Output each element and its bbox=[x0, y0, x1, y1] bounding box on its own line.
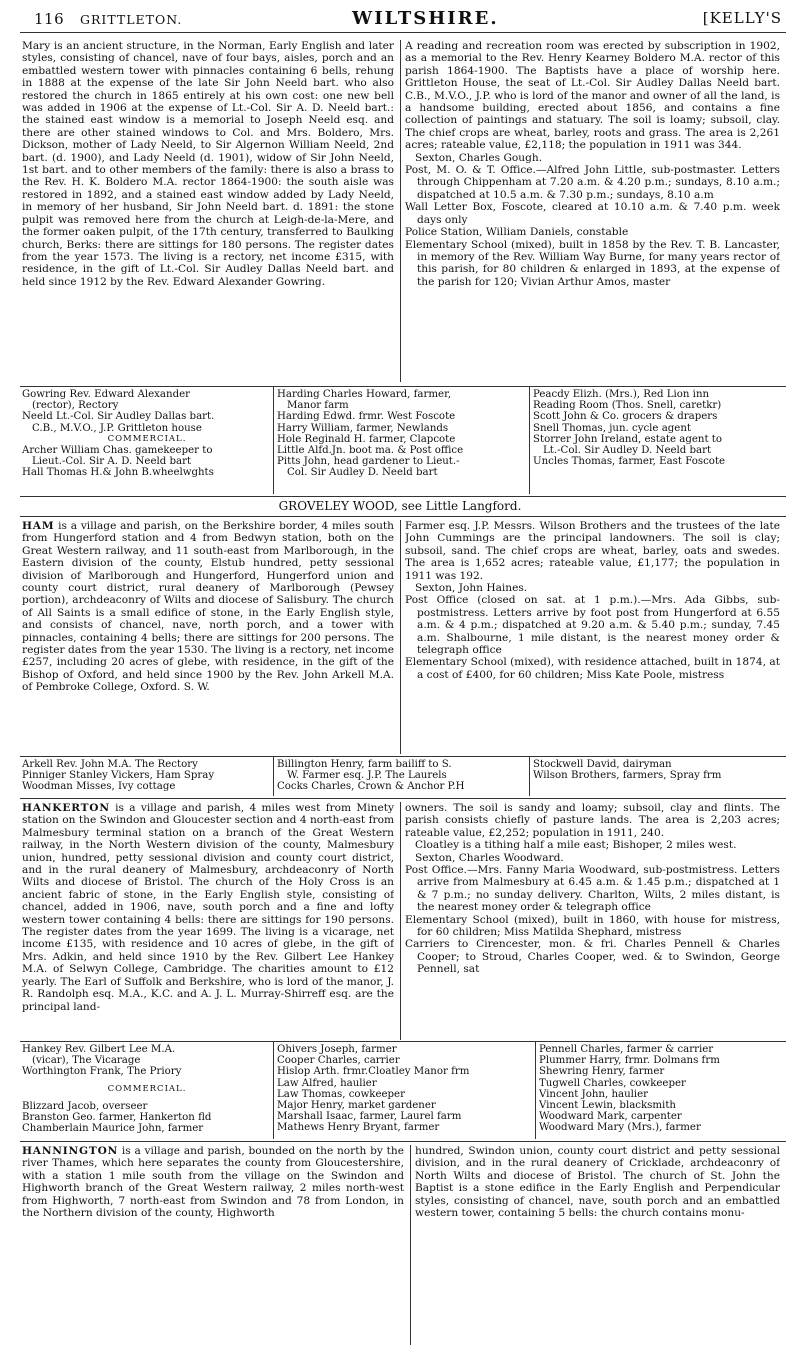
directory-entry: Reading Room (Thos. Snell, caretkr) bbox=[533, 400, 722, 412]
hankerton-lead: HANKERTON bbox=[22, 802, 110, 814]
directory-entry: Little Alfd.Jn. boot ma. & Post office bbox=[277, 445, 464, 457]
column-divider bbox=[400, 520, 401, 754]
directory-entry: Pennell Charles, farmer & carrier bbox=[539, 1044, 714, 1055]
directory-entry: Worthington Frank, The Priory bbox=[22, 1066, 182, 1078]
hankerton-right-column bbox=[405, 802, 780, 1040]
ham-directory-rule bbox=[20, 756, 786, 757]
ham-post-office: Post Office (closed on sat. at 1 p.m.).—Mrs. Ada Gibbs, sub-postmistress. Letters arrive by foot post from Hungerford at 6.55 a.m. & 4 p.m.; dispatched at 9.20 a.m. & 5.40 p.m.; sunday, 7.45 a.m. Shalbourne, 1 mile distant, is the nearest money order & telegraph office bbox=[405, 594, 780, 657]
directory-entry: Neeld Lt.-Col. Sir Audley Dallas bart. bbox=[22, 411, 215, 423]
hankerton-directory-col-1 bbox=[22, 1044, 272, 1134]
grittleton-wall-box: Wall Letter Box, Foscote, cleared at 10.10 a.m. & 7.40 p.m. week days only bbox=[405, 201, 780, 226]
directory-entry: Law Alfred, haulier bbox=[277, 1077, 377, 1089]
directory-entry: Arkell Rev. John M.A. The Rectory bbox=[22, 759, 198, 770]
directory-entry: W. Farmer esq. J.P. The Laurels bbox=[287, 770, 447, 782]
directory-entry: (rector), Rectory bbox=[32, 400, 119, 412]
directory-entry: Marshall Isaac, farmer, Laurel farm bbox=[277, 1111, 462, 1123]
ham-left-column bbox=[22, 520, 394, 752]
page-number: 116 bbox=[34, 10, 65, 28]
ham-directory-col-1 bbox=[22, 759, 272, 793]
hannington-right-column bbox=[415, 1145, 780, 1345]
directory-entry: Hislop Arth. frmr.Cloatley Manor frm bbox=[277, 1066, 470, 1078]
groveley-bottom-rule bbox=[20, 516, 786, 517]
ham-directory-col-2 bbox=[277, 759, 527, 793]
hankerton-sexton: Sexton, Charles Woodward. bbox=[415, 851, 564, 864]
column-divider bbox=[400, 40, 401, 382]
directory-entry: Lieut.-Col. Sir A. D. Neeld bart bbox=[32, 456, 192, 468]
grittleton-sexton: Sexton, Charles Gough. bbox=[415, 151, 543, 164]
directory-entry: Tugwell Charles, cowkeeper bbox=[539, 1077, 686, 1089]
directory-entry: Col. Sir Audley D. Neeld bart bbox=[287, 467, 438, 479]
directory-entry: Hall Thomas H.& John B.wheelwghts bbox=[22, 467, 214, 479]
directory-entry: Lt.-Col. Sir Audley D. Neeld bart bbox=[543, 445, 712, 457]
directory-entry: Cocks Charles, Crown & Anchor P.H bbox=[277, 781, 465, 793]
directory-divider bbox=[529, 386, 530, 494]
ham-right-column bbox=[405, 520, 780, 754]
directory-entry: Vincent Lewin, blacksmith bbox=[539, 1100, 676, 1112]
directory-entry: Snell Thomas, jun. cycle agent bbox=[533, 422, 691, 434]
directory-entry: Cooper Charles, carrier bbox=[277, 1055, 400, 1067]
directory-entry: Pinniger Stanley Vickers, Ham Spray bbox=[22, 770, 215, 782]
directory-entry: Branston Geo. farmer, Hankerton fld bbox=[22, 1112, 212, 1124]
publisher-reference: [KELLY'S bbox=[702, 9, 782, 27]
directory-entry: Chamberlain Maurice John, farmer bbox=[22, 1123, 204, 1135]
directory-entry: Gowring Rev. Edward Alexander bbox=[22, 389, 190, 400]
column-divider bbox=[410, 1145, 411, 1345]
directory-divider bbox=[529, 756, 530, 796]
hannington-lead: HANNINGTON bbox=[22, 1145, 119, 1157]
directory-entry: Peacdy Elizh. (Mrs.), Red Lion inn bbox=[533, 389, 710, 400]
directory-entry: Hankey Rev. Gilbert Lee M.A. bbox=[22, 1044, 176, 1055]
commercial-heading: COMMERCIAL. bbox=[107, 1083, 187, 1094]
directory-entry: Shewring Henry, farmer bbox=[539, 1066, 665, 1078]
running-place: GRITTLETON. bbox=[80, 12, 183, 27]
directory-entry: Vincent John, haulier bbox=[539, 1088, 649, 1100]
directory-entry: Harry William, farmer, Newlands bbox=[277, 422, 449, 434]
grittleton-directory-col-3 bbox=[533, 389, 783, 467]
directory-divider bbox=[273, 756, 274, 796]
grittleton-directory-col-2 bbox=[277, 389, 527, 479]
directory-entry: Mathews Henry Bryant, farmer bbox=[277, 1122, 440, 1134]
grittleton-description: A reading and recreation room was erected by subscription in 1902, as a memorial to the Rev. Henry Kearney Boldero M.A. rector of this parish 1864-1900. The Baptists have a place of worship here. Grittleton House, the seat of Lt.-Col. Sir Audley Dallas Neeld bart. C.B., M.V.O., J.P. who is lord of the manor and owner of all the land, is a handsome building, erected about 1856, and contains a fine collection of paintings and statuary. The soil is loamy; subsoil, clay. The chief crops are wheat, barley, roots and grass. The area is 2,261 acres; rateable value, £2,118; the population in 1911 was 344. bbox=[405, 40, 780, 152]
directory-entry: C.B., M.V.O., J.P. Grittleton house bbox=[32, 422, 202, 434]
directory-entry: Archer William Chas. gamekeeper to bbox=[22, 445, 213, 457]
directory-entry: Harding Charles Howard, farmer, bbox=[277, 389, 452, 400]
ham-sexton: Sexton, John Haines. bbox=[415, 582, 528, 595]
directory-entry: Hole Reginald H. farmer, Clapcote bbox=[277, 433, 456, 445]
ham-description: Farmer esq. J.P. Messrs. Wilson Brothers and the trustees of the late John Cummings are the principal landowners. The soil is clay; subsoil, sand. The chief crops are wheat, barley, oats and swedes. The area is 1,652 acres; rateable value, £1,177; the population in 1911 was 192. bbox=[405, 520, 780, 582]
groveley-wood-heading: GROVELEY WOOD, see Little Langford. bbox=[278, 499, 522, 513]
hankerton-post-office: Post Office.—Mrs. Fanny Maria Woodward, sub-postmistress. Letters arrive from Malmesbury at 6.45 a.m. & 1.45 p.m.; dispatched at 1 & 7 p.m.; no sunday delivery. Charlton, Wilts, 2 miles distant, is the nearest money order & telegraph office bbox=[405, 864, 780, 914]
directory-entry: Wilson Brothers, farmers, Spray frm bbox=[533, 770, 722, 782]
directory-entry: Blizzard Jacob, overseer bbox=[22, 1100, 148, 1112]
directory-entry: Plummer Harry, frmr. Dolmans frm bbox=[539, 1055, 720, 1067]
grittleton-directory-col-1 bbox=[22, 389, 272, 479]
page-header bbox=[22, 4, 782, 30]
hankerton-directory-col-3 bbox=[539, 1044, 784, 1134]
ham-text: HAM is a village and parish, on the Berkshire border, 4 miles south from Hungerford station and 4 from Bedwyn station, both on the Great Western railway, and 11 south-east from Marlborough, in the Eastern division of the county, Elstub hundred, petty sessional division of Marlborough and Hungerford, Hungerford union and county court district, rural deanery of Marlborough (Pewsey portion), archdeaconry of Wilts and diocese of Salisbury. The church of All Saints is a small edifice of stone, in the Early English style, and consists of chancel, nave, north porch, and a tower with pinnacles, containing 4 bells; there are sittings for 200 persons. The register dates from the year 1530. The living is a rectory, net income £257, including 20 acres of glebe, with residence, in the gift of the Bishop of Oxford, and held since 1900 by the Rev. John Arkell M.A. of Pembroke College, Oxford. S. W. bbox=[22, 520, 394, 694]
directory-entry: Ohivers Joseph, farmer bbox=[277, 1044, 397, 1055]
grittleton-right-column bbox=[405, 40, 780, 382]
hankerton-top-rule bbox=[20, 798, 786, 799]
hankerton-description: owners. The soil is sandy and loamy; subsoil, clay and flints. The parish consists chiefly of pasture lands. The area is 2,203 acres; rateable value, £2,252; population in 1911, 240. bbox=[405, 802, 780, 839]
ham-lead: HAM bbox=[22, 520, 55, 532]
directory-entry: Major Henry, market gardener bbox=[277, 1100, 436, 1112]
directory-entry: Pitts John, head gardener to Lieut.- bbox=[277, 456, 460, 468]
hankerton-directory-rule bbox=[20, 1041, 786, 1042]
directory-entry: Woodward Mark, carpenter bbox=[539, 1111, 682, 1123]
directory-entry: Scott John & Co. grocers & drapers bbox=[533, 411, 718, 423]
grittleton-school: Elementary School (mixed), built in 1858 by the Rev. T. B. Lancaster, in memory of the Rev. William Way Burne, for many years rector of this parish, for 80 children & enlarged in 1893, at the expense of the parish for 120; Vivian Arthur Amos, master bbox=[405, 238, 780, 288]
directory-entry: Woodman Misses, Ivy cottage bbox=[22, 781, 176, 793]
header-rule bbox=[20, 32, 786, 33]
hankerton-cloatley: Cloatley is a tithing half a mile east; Bishoper, 2 miles west. bbox=[415, 839, 737, 852]
directory-entry: Harding Edwd. frmr. West Foscote bbox=[277, 411, 456, 423]
hankerton-directory-col-2 bbox=[277, 1044, 527, 1134]
grittleton-post-office: Post, M. O. & T. Office.—Alfred John Little, sub-postmaster. Letters through Chippenham at 7.20 a.m. & 4.20 p.m.; sundays, 8.10 a.m.; dispatched at 10.5 a.m. & 7.30 p.m.; sundays, 8.10 a.m bbox=[405, 164, 780, 201]
commercial-heading: COMMERCIAL. bbox=[107, 433, 187, 444]
directory-entry: Woodward Mary (Mrs.), farmer bbox=[539, 1122, 701, 1134]
directory-entry: Manor farm bbox=[287, 400, 349, 412]
ham-school: Elementary School (mixed), with residence attached, built in 1874, at a cost of £400, for 60 children; Miss Kate Poole, mistress bbox=[405, 656, 780, 681]
directory-divider bbox=[535, 1041, 536, 1139]
hannington-continued-text: hundred, Swindon union, county court district and petty sessional division, and in the rural deanery of Cricklade, archdeaconry of North Wilts and diocese of Bristol. The church of St. John the Baptist is a stone edifice in the Early English and Perpendicular styles, consisting of chancel, nave, south porch and an embattled western tower, containing 5 bells: the church contains monu- bbox=[415, 1145, 780, 1220]
directory-entry: Uncles Thomas, farmer, East Foscote bbox=[533, 456, 726, 468]
directory-entry: Law Thomas, cowkeeper bbox=[277, 1088, 405, 1100]
hankerton-left-column bbox=[22, 802, 394, 1038]
hannington-text: HANNINGTON is a village and parish, bounded on the north by the river Thames, which here separates the county from Gloucestershire, with a station 1 mile south from the village on the Swindon and Highworth branch of the Great Western railway, 2 miles north-west from Highworth, 7 north-east from Swindon and 78 from London, in the Northern division of the county, Highworth bbox=[22, 1145, 404, 1220]
grittleton-left-column bbox=[22, 40, 394, 380]
groveley-top-rule bbox=[20, 496, 786, 497]
county-title: WILTSHIRE. bbox=[352, 8, 499, 29]
ham-directory-col-3 bbox=[533, 759, 783, 781]
directory-entry: Storrer John Ireland, estate agent to bbox=[533, 433, 723, 445]
hankerton-carriers: Carriers to Cirencester, mon. & fri. Charles Pennell & Charles Cooper; to Stroud, Charles Cooper, wed. & to Swindon, George Pennell, sat bbox=[405, 938, 780, 976]
grittleton-directory-rule bbox=[20, 386, 786, 387]
grittleton-police: Police Station, William Daniels, constable bbox=[405, 226, 629, 239]
hankerton-text: HANKERTON is a village and parish, 4 miles west from Minety station on the Swindon and Gloucester section and 4 north-east from Malmesbury terminal station on a branch of the Great Western railway, in the North Western division of the county, Malmesbury union, hundred, petty sessional division and county court district, and in the rural deanery of Malmesbury, archdeaconry of North Wilts and diocese of Bristol. The church of the Holy Cross is an ancient fabric of stone, in the Early English style, consisting of chancel, added in 1906, nave, south porch and a fine and lofty western tower containing 4 bells: there are sittings for 190 persons. The register dates from the year 1699. The living is a vicarage, net income £135, with residence and 10 acres of glebe, in the gift of Mrs. Adkin, and held since 1910 by the Rev. Gilbert Lee Hankey M.A. of Selwyn College, Cambridge. The charities amount to £12 yearly. The Earl of Suffolk and Berkshire, who is lord of the manor, J. R. Randolph esq. M.A., K.C. and A. J. L. Murray-Shirreff esq. are the principal land- bbox=[22, 802, 394, 1013]
directory-divider bbox=[273, 1041, 274, 1139]
hannington-top-rule bbox=[20, 1141, 786, 1142]
directory-entry: Stockwell David, dairyman bbox=[533, 759, 672, 770]
grittleton-church-text: Mary is an ancient structure, in the Norman, Early English and later styles, consisting of chancel, nave of four bays, aisles, porch and an embattled western tower with pinnacles containing 6 bells, rehung in 1888 at the expense of the late Sir John Neeld bart. who also restored the church in 1865 entirely at his own cost: one new bell was added in 1906 at the expense of Lt.-Col. Sir A. D. Neeld bart.: the stained east window is a memorial to Joseph Neeld esq. and there are other stained windows to Col. and Mrs. Boldero, Mrs. Dickson, mother of Lady Neeld, to Sir Algernon William Neeld, 2nd bart. (d. 1900), and Lady Neeld (d. 1901), widow of Sir John Neeld, 1st bart. and to other members of the family: there is also a brass to the Rev. H. K. Boldero M.A. rector 1864-1900: the south aisle was restored in 1892, and a stained east window added by Lady Neeld, in memory of her husband, Sir John Neeld bart. d. 1891: the stone pulpit was removed here from the church at Leigh-de-la-Mere, and the former oaken pulpit, of the 17th century, transferred to Baulking church, Berks: there are sittings for 180 persons. The register dates from the year 1573. The living is a rectory, net income £315, with residence, in the gift of Lt.-Col. Sir Audley Dallas Neeld bart. and held since 1912 by the Rev. Edward Alexander Gowring. bbox=[22, 40, 394, 288]
directory-divider bbox=[273, 386, 274, 494]
directory-entry: Billington Henry, farm bailiff to S. bbox=[277, 759, 452, 770]
directory-entry: (vicar), The Vicarage bbox=[32, 1055, 141, 1067]
column-divider bbox=[400, 802, 401, 1040]
hannington-left-column bbox=[22, 1145, 404, 1345]
hankerton-school: Elementary School (mixed), built in 1860, with house for mistress, for 60 children; Miss Matilda Shephard, mistress bbox=[405, 913, 780, 939]
